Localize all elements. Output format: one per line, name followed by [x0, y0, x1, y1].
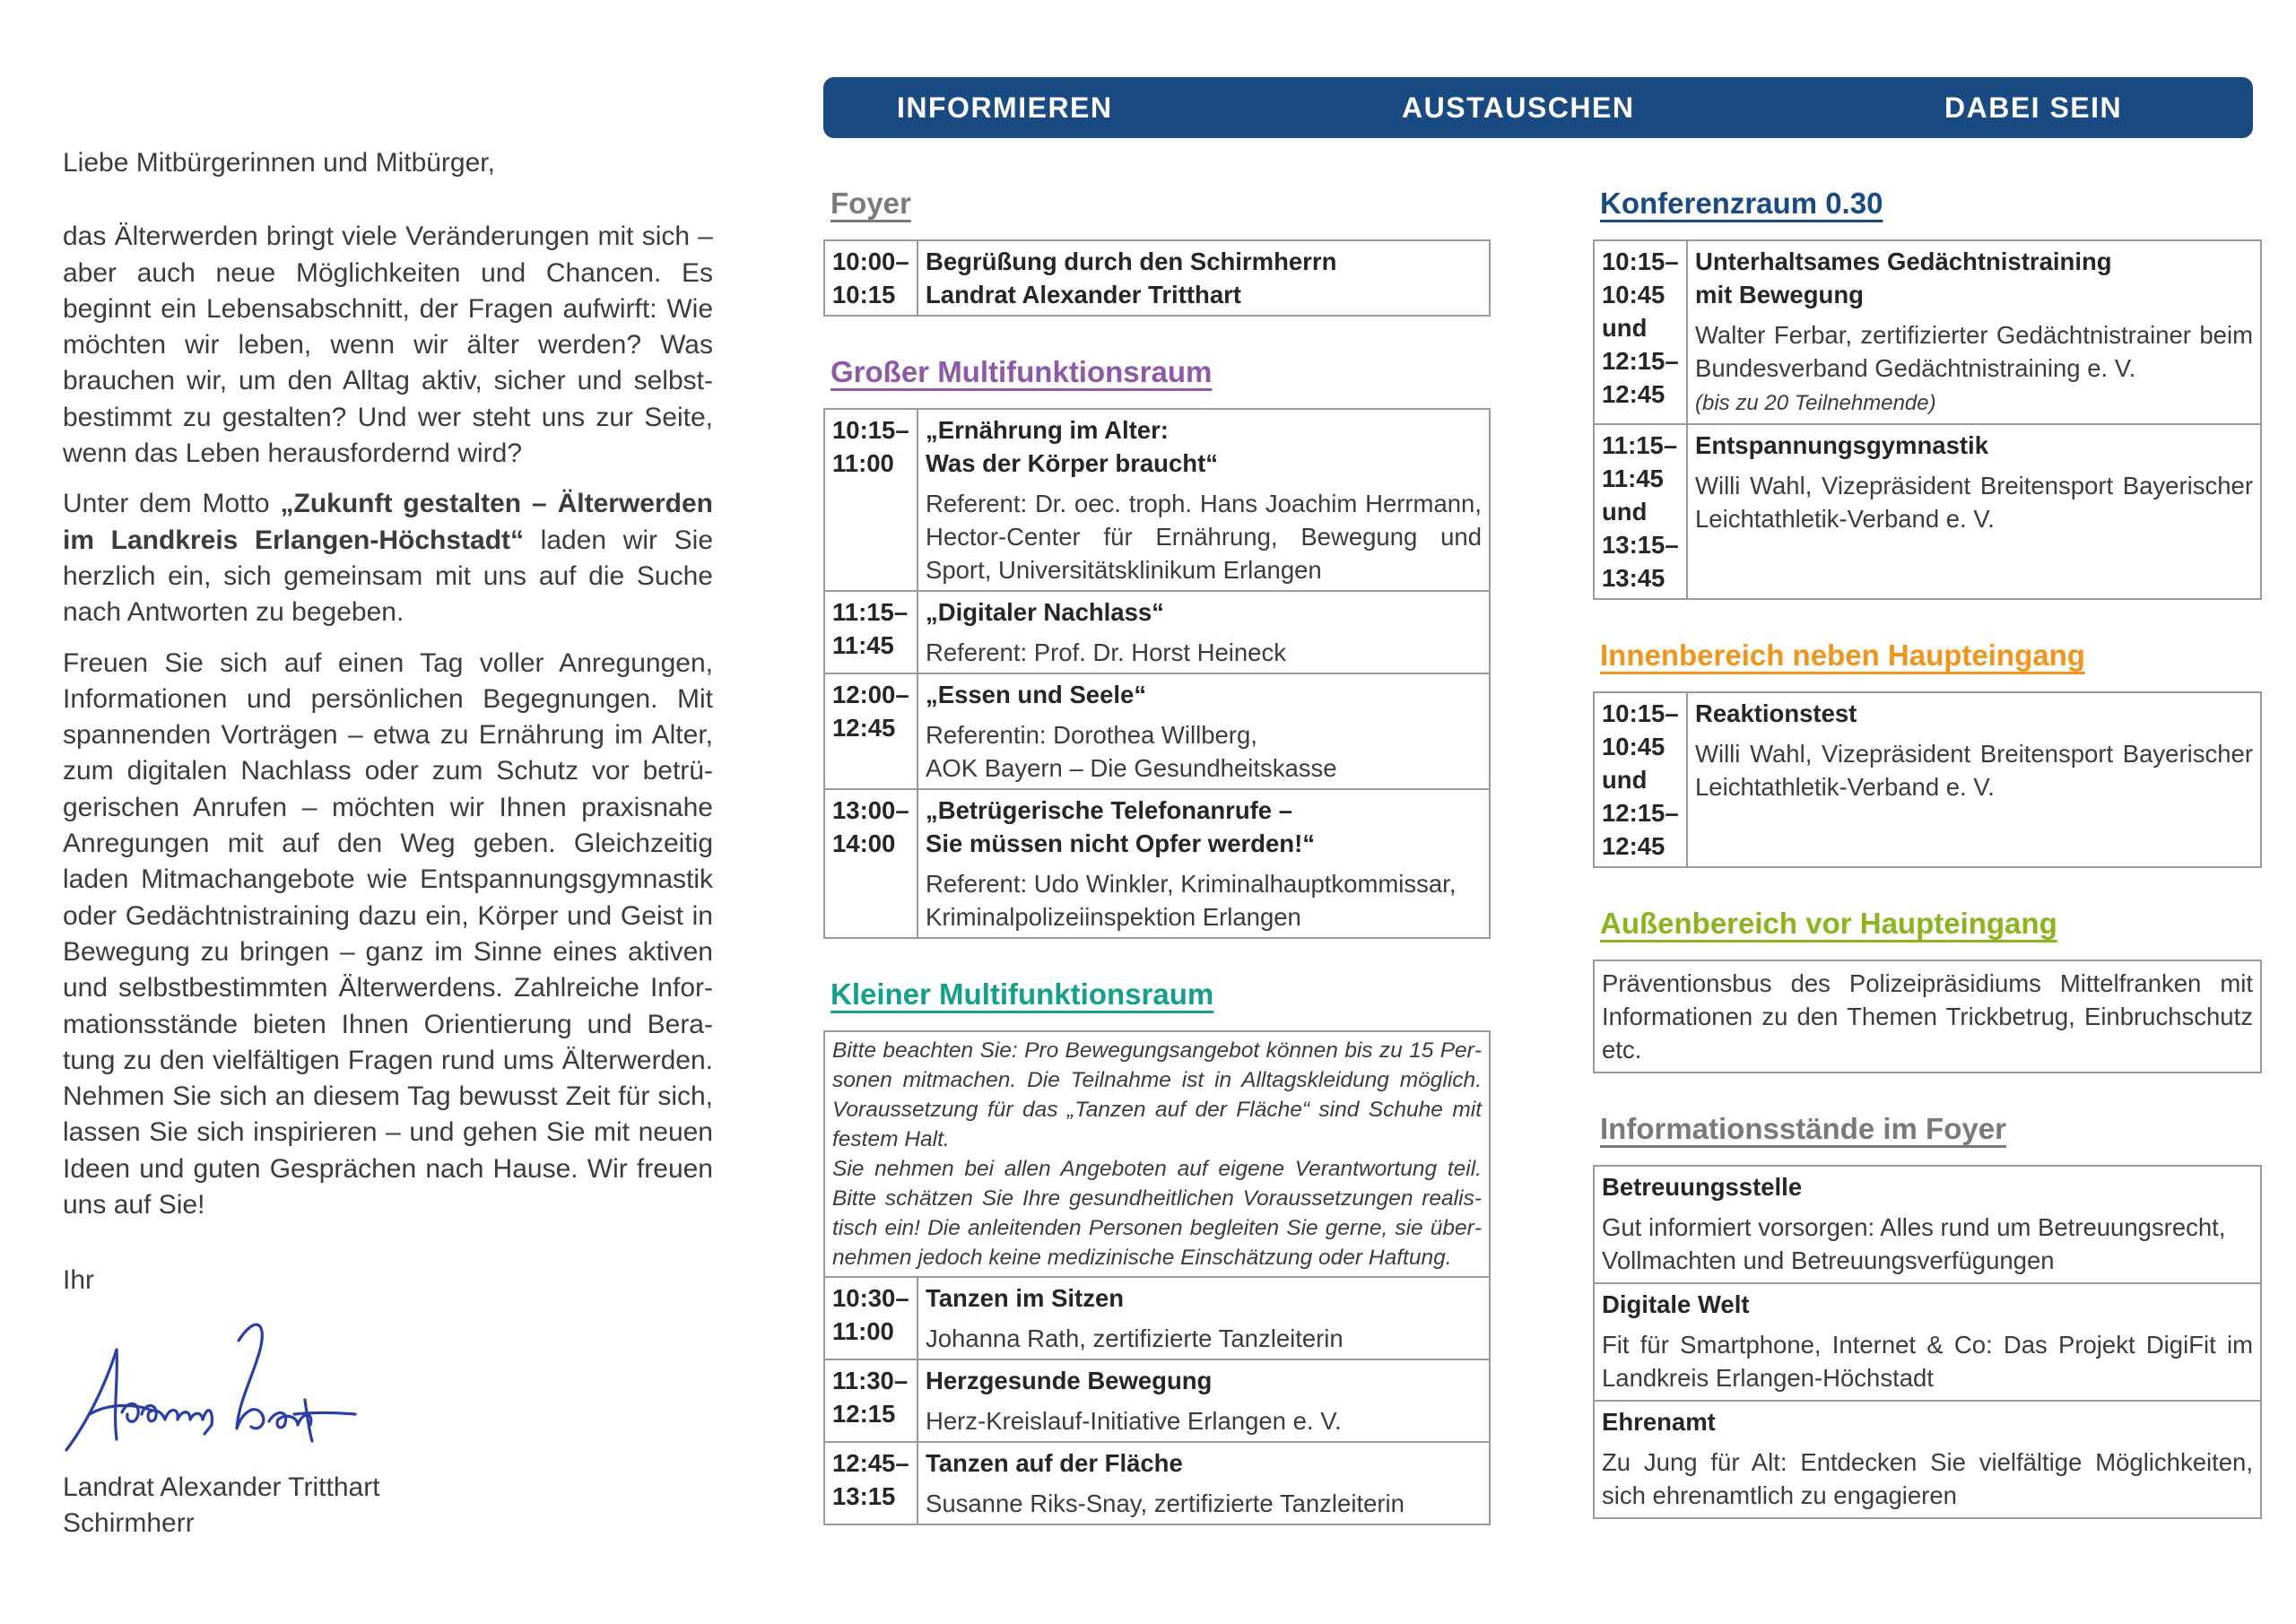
event-time: 12:00– 12:45: [824, 673, 918, 789]
room-heading-aussenbereich: Außenbereich vor Haupteingang: [1600, 907, 2057, 940]
schedule-konferenzraum: [1593, 239, 2262, 600]
header-banner: [823, 77, 2253, 138]
event-time: 11:15– 11:45 und 13:15– 13:45: [1594, 424, 1687, 599]
event-description: Referentin: Dorothea Willberg, AOK Bayern – Die Gesundheitskasse: [926, 721, 1337, 782]
section-informationsstaende: [1593, 1109, 2262, 1519]
welcome-letter: [63, 145, 713, 1541]
aussenbereich-info: Präventionsbus des Polizeipräsidiums Mittelfranken mit Informationen zu den Themen Trickbetrug, Einbruchschutz etc.: [1593, 960, 2262, 1073]
letter-motto: „Zukunft gestalten – Älterwerden im Landkreis Erlangen-Höchstadt“: [63, 489, 713, 555]
letter-salutation: Liebe Mitbürgerinnen und Mitbürger,: [63, 148, 495, 178]
letter-paragraph-1: das Älterwerden bringt viele Veränderungen mit sich – aber auch neue Möglichkeiten und Chancen. Es beginnt ein Lebensabschnitt, der Fragen aufwirft: Wie möchten wir leben, wenn wir älter werden? Was brauchen wir, um den Alltag aktiv, sicher und selbstbestimmt zu gestalten? Und wer steht uns zur Seite, wenn das Leben herausfordernd wird?: [63, 221, 713, 469]
program-column-middle: [823, 184, 1491, 1561]
event-description: Herz-Kreislauf-Initiative Erlangen e. V.: [926, 1407, 1342, 1435]
section-konferenzraum: [1593, 184, 2262, 600]
event-time: 12:45– 13:15: [824, 1442, 918, 1524]
event-description: Johanna Rath, zertifizierte Tanzleiterin: [926, 1324, 1344, 1352]
banner-item-dabei-sein: DABEI SEIN: [1944, 91, 2123, 124]
schedule-grosser: [823, 408, 1491, 939]
letter-paragraph-3: Freuen Sie sich auf einen Tag voller Anregungen, Informationen und persönlichen Begegnungen. Mit spannenden Vorträgen – etwa zu Ernährung im Alter, zum digitalen Nachlass oder zum Schutz vor betrügerischen Anrufen – möchten wir Ihnen praxisnahe Anregungen mit auf den Weg geben. Gleichzeitig laden Mitmachangebote wie Entspannungsgymnastik oder Gedächtnistraining dazu ein, Körper und Geist in Bewegung zu bringen – ganz im Sinne eines aktiven und selbstbestimmten Älterwerdens. Zahlreiche Informationsstände bieten Ihnen Orientierung und Beratung zu den vielfältigen Fragen rund ums Älterwerden. Nehmen Sie sich an diesem Tag bewusst Zeit für sich, lassen Sie sich inspirieren – und gehen Sie mit neuen Ideen und guten Gesprächen nach Hause. Wir freuen uns auf Sie!: [63, 647, 713, 1220]
table-row: [1594, 424, 2261, 599]
table-row: [824, 1277, 1490, 1359]
section-aussenbereich: [1593, 904, 2262, 1073]
event-title: Unterhaltsames Gedächtnistraining mit Bewegung: [1695, 248, 2112, 308]
letter-closing: Ihr: [63, 1265, 95, 1296]
event-title: Tanzen im Sitzen: [926, 1284, 1125, 1312]
event-description: Susanne Riks-Snay, zertifizierte Tanzleiterin: [926, 1489, 1405, 1517]
event-time: 13:00– 14:00: [824, 789, 918, 938]
event-time: 10:15– 10:45 und 12:15– 12:45: [1594, 240, 1687, 424]
table-row: [824, 1031, 1490, 1277]
event-description: Referent: Udo Winkler, Kriminalhauptkommissar, Kriminalpolizeiinspektion Erlangen: [926, 870, 1457, 931]
event-time: 11:30– 12:15: [824, 1359, 918, 1442]
stand-title: Digitale Welt: [1602, 1290, 1750, 1318]
event-title: „Digitaler Nachlass“: [926, 598, 1164, 626]
event-description: Willi Wahl, Vizepräsident Breitensport Bayerischer Leichtathletik-Verband e. V.: [1695, 740, 2253, 801]
event-description: Walter Ferbar, zertifizierter Gedächtnistrainer beim Bundesverband Gedächtnistraining e. V.: [1695, 321, 2253, 382]
room-heading-foyer: Foyer: [831, 187, 911, 220]
table-row: [824, 673, 1490, 789]
list-item: [1594, 1401, 2261, 1518]
stand-title: Ehrenamt: [1602, 1408, 1716, 1436]
stand-description: Zu Jung für Alt: Entdecken Sie vielfältige Möglichkeiten, sich ehrenamtlich zu engagieren: [1602, 1448, 2253, 1509]
table-row: [824, 1442, 1490, 1524]
event-note: (bis zu 20 Teilnehmende): [1695, 391, 1936, 415]
signer-name: Landrat Alexander Tritthart: [63, 1472, 380, 1502]
event-title: „Essen und Seele“: [926, 681, 1147, 708]
event-title: Tanzen auf der Fläche: [926, 1449, 1183, 1477]
banner-item-informieren: INFORMIEREN: [897, 91, 1113, 124]
schedule-innenbereich: [1593, 691, 2262, 868]
room-heading-informationsstaende: Informationsstände im Foyer: [1600, 1112, 2006, 1145]
letter-p2-post: laden wir Sie herzlich ein, sich gemeinsam mit uns auf die Suche nach Antworten zu begeben.: [63, 525, 714, 628]
room-heading-grosser: Großer Multifunktionsraum: [831, 355, 1213, 388]
schedule-kleiner: [823, 1030, 1491, 1525]
schedule-foyer: [823, 239, 1491, 317]
table-row: [1594, 692, 2261, 867]
table-row: [824, 409, 1490, 591]
signature-image: [63, 1314, 359, 1466]
event-description: Referent: Dr. oec. troph. Hans Joachim Herrmann, Hector-Center für Ernährung, Bewegung und Sport, Universitätsklinikum Erlangen: [926, 490, 1482, 584]
event-title: Entspannungsgymnastik: [1695, 431, 1988, 459]
list-item: [1594, 1166, 2261, 1283]
section-foyer: [823, 184, 1491, 317]
table-row: [1594, 240, 2261, 424]
event-title: Herzgesunde Bewegung: [926, 1367, 1213, 1394]
room-heading-innenbereich: Innenbereich neben Haupteingang: [1600, 638, 2085, 672]
stand-description: Gut informiert vorsorgen: Alles rund um Betreuungsrecht, Vollmachten und Betreuungsverfügungen: [1602, 1213, 2226, 1274]
participation-note: Bitte beachten Sie: Pro Bewegungsangebot können bis zu 15 Personen mitmachen. Die Teilnahme ist in Alltagskleidung möglich. Voraussetzung für das „Tanzen auf der Fläche“ sind Schuhe mit festem Halt. Sie nehmen bei allen Angeboten auf eigene Verantwortung teil. Bitte schätzen Sie Ihre gesundheitlichen Voraussetzungen realistisch ein! Die anleitenden Personen begleiten Sie gerne, sie übernehmen jedoch keine medizinische Einschätzung oder Haftung.: [824, 1031, 1490, 1277]
info-stands-list: [1593, 1165, 2262, 1519]
event-time: 10:15– 11:00: [824, 409, 918, 591]
event-time: 11:15– 11:45: [824, 591, 918, 673]
stand-title: Betreuungsstelle: [1602, 1173, 1803, 1201]
event-time: 10:15– 10:45 und 12:15– 12:45: [1594, 692, 1687, 867]
event-title: „Ernährung im Alter: Was der Körper braucht“: [926, 416, 1218, 477]
stand-description: Fit für Smartphone, Internet & Co: Das Projekt DigiFit im Landkreis Erlangen-Höchstadt: [1602, 1331, 2253, 1392]
table-row: [824, 1359, 1490, 1442]
event-title: „Betrügerische Telefonanrufe – Sie müssen nicht Opfer werden!“: [926, 796, 1315, 857]
event-description: Willi Wahl, Vizepräsident Breitensport Bayerischer Leichtathletik-Verband e. V.: [1695, 472, 2253, 533]
event-time: 10:00– 10:15: [824, 240, 918, 316]
program-column-right: [1593, 184, 2262, 1555]
event-title: Reaktionstest: [1695, 699, 1857, 727]
table-row: [824, 591, 1490, 673]
signer-role: Schirmherr: [63, 1507, 195, 1538]
table-row: [824, 789, 1490, 938]
section-innenbereich: [1593, 636, 2262, 868]
section-kleiner-multifunktionsraum: [823, 975, 1491, 1525]
letter-paragraph-2: [63, 486, 713, 630]
list-item: [1594, 1283, 2261, 1401]
event-title: Begrüßung durch den Schirmherrn Landrat Alexander Tritthart: [926, 248, 1337, 308]
section-grosser-multifunktionsraum: [823, 352, 1491, 939]
room-heading-kleiner: Kleiner Multifunktionsraum: [831, 977, 1214, 1011]
table-row: [824, 240, 1490, 316]
banner-item-austauschen: AUSTAUSCHEN: [1402, 91, 1635, 124]
letter-p2-pre: Unter dem Motto: [63, 489, 281, 519]
room-heading-konferenzraum: Konferenzraum 0.30: [1600, 187, 1883, 220]
event-time: 10:30– 11:00: [824, 1277, 918, 1359]
event-description: Referent: Prof. Dr. Horst Heineck: [926, 638, 1286, 666]
